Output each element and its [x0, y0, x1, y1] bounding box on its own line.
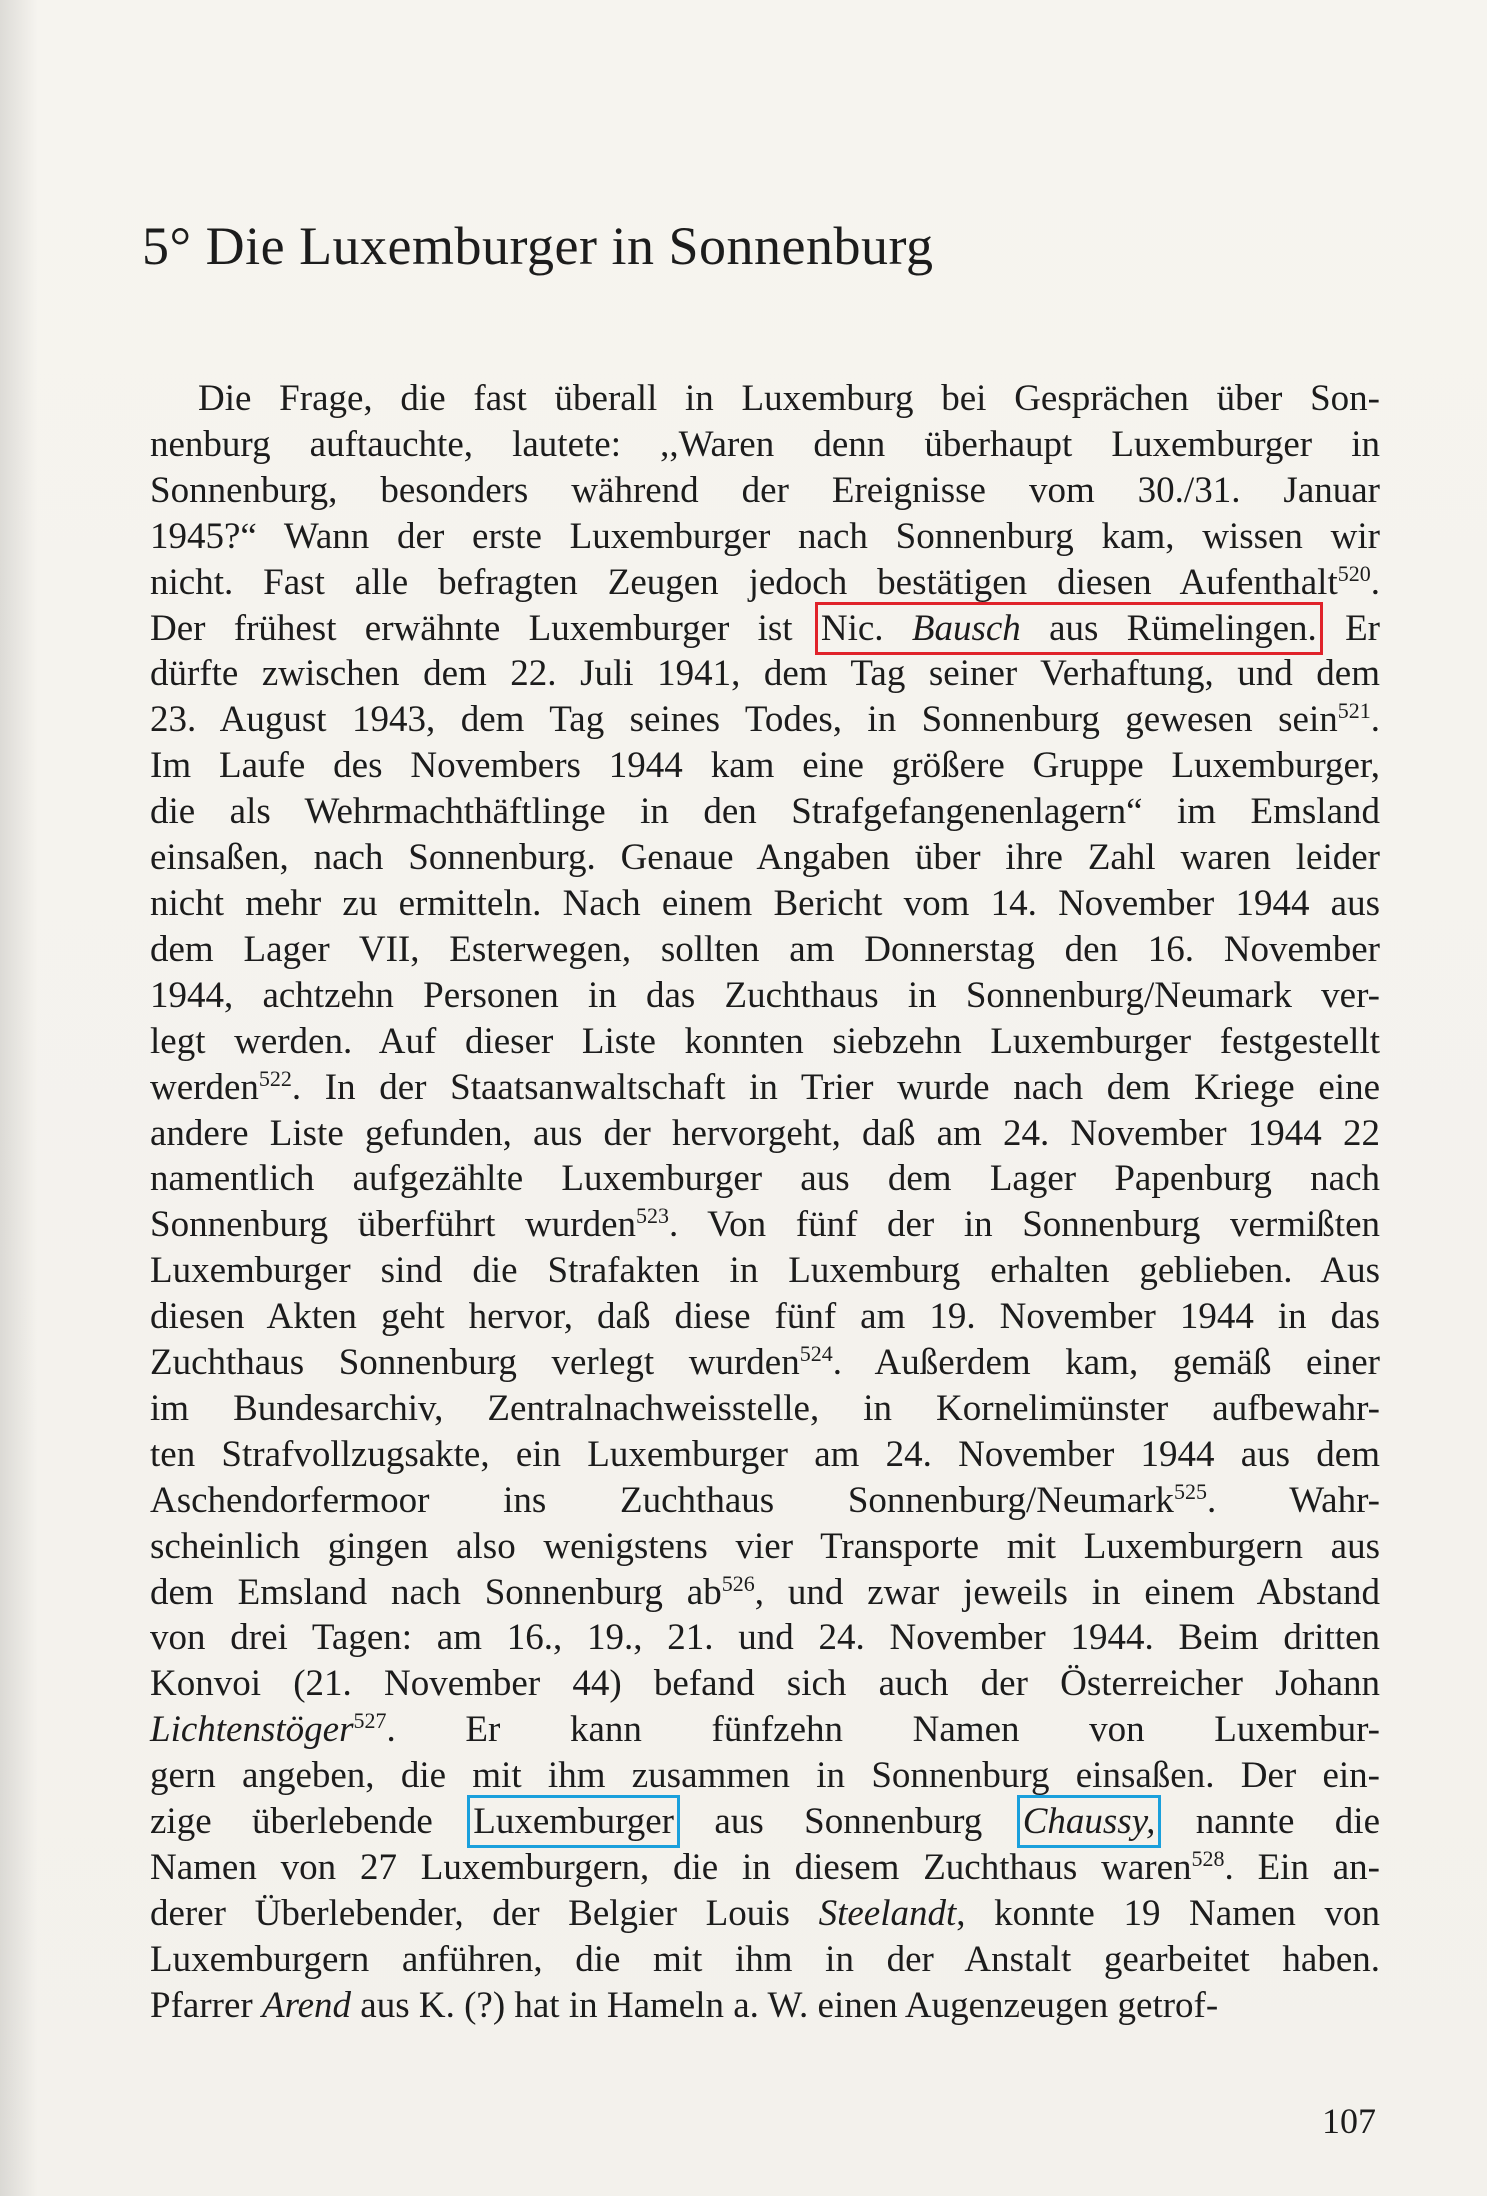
text-line	[150, 422, 1380, 468]
text-line	[150, 789, 1380, 835]
text-run: Zuchthaus Sonnenburg verlegt wurden	[150, 1342, 800, 1384]
text-run: , und zwar jeweils in einem Abstand	[754, 1571, 1380, 1613]
footnote-ref: 527	[353, 1708, 387, 1734]
text-run: Die Frage, die fast überall in Luxemburg bei Gesprächen über Son-	[198, 378, 1380, 419]
spine-shadow	[0, 0, 38, 2196]
text-run: werden	[150, 1066, 259, 1108]
footnote-ref: 528	[1191, 1846, 1225, 1871]
text-line	[150, 881, 1380, 927]
text-run: Luxemburger sind die Strafakten in Luxemburg erhalten geblieben. Aus	[150, 1250, 1380, 1292]
text-line	[150, 973, 1380, 1019]
text-line	[150, 1983, 1380, 2029]
italic-name: Arend	[261, 1984, 352, 2026]
text-run: ten Strafvollzugsakte, ein Luxemburger am 24. November 1944 aus dem	[150, 1433, 1380, 1475]
text-run: .	[1370, 561, 1380, 603]
text-run: aus K. (?) hat in Hameln a. W. einen Augenzeugen getrof-	[351, 1984, 1219, 2026]
text-line	[150, 606, 1380, 652]
text-line	[150, 1615, 1380, 1661]
text-line	[150, 651, 1380, 697]
text-run: Konvoi (21. November 44) befand sich auch der Österreicher Johann	[150, 1663, 1380, 1705]
italic-name: Chaussy,	[1022, 1801, 1156, 1843]
red-highlight-box	[821, 608, 1317, 649]
text-run: im Bundesarchiv, Zentralnachweisstelle, in Kornelimünster aufbewahr-	[150, 1387, 1380, 1429]
text-run: gern angeben, die mit ihm zusammen in Sonnenburg einsaßen. Der ein-	[150, 1755, 1380, 1797]
chapter-heading: 5° Die Luxemburger in Sonnenburg	[142, 216, 934, 276]
text-line	[150, 1707, 1380, 1753]
italic-name: Lichtenstöger	[150, 1709, 354, 1751]
text-line	[150, 1845, 1380, 1891]
italic-name: Steelandt	[818, 1892, 957, 1934]
text-run: Im Laufe des Novembers 1944 kam eine größere Gruppe Luxemburger,	[150, 745, 1380, 787]
text-run: . Von fünf der in Sonnenburg vermißten	[669, 1204, 1380, 1246]
footnote-ref: 526	[721, 1570, 755, 1596]
text-run: dem Emsland nach Sonnenburg ab	[150, 1571, 722, 1613]
text-run: Er	[1316, 607, 1380, 649]
text-line	[150, 1386, 1380, 1432]
text-run: . In der Staatsanwaltschaft in Trier wurde nach dem Kriege eine	[291, 1066, 1380, 1108]
italic-name: Bausch	[911, 607, 1021, 649]
text-run: . Wahr-	[1206, 1479, 1380, 1521]
text-run: 1945?“ Wann der erste Luxemburger nach Sonnenburg kam, wissen wir	[150, 515, 1380, 557]
text-line	[150, 514, 1380, 560]
text-run: scheinlich gingen also wenigstens vier Transporte mit Luxemburgern aus	[150, 1525, 1380, 1567]
text-run: Aschendorfermoor ins Zuchthaus Sonnenburg/Neumark	[150, 1479, 1174, 1521]
text-line	[150, 1019, 1380, 1065]
text-line	[150, 1891, 1380, 1937]
text-run: Luxemburger	[473, 1801, 674, 1843]
text-run: dem Lager VII, Esterwegen, sollten am Donnerstag den 16. November	[150, 928, 1380, 970]
text-run: 23. August 1943, dem Tag seines Todes, in Sonnenburg gewesen sein	[150, 699, 1338, 741]
text-run: Der frühest erwähnte Luxemburger ist	[150, 607, 821, 649]
text-line	[150, 1478, 1380, 1524]
footnote-ref: 523	[636, 1203, 669, 1229]
text-line	[150, 1937, 1380, 1983]
text-line	[150, 1065, 1380, 1111]
text-run: . Außerdem kam, gemäß einer	[832, 1342, 1381, 1384]
text-run: diesen Akten geht hervor, daß diese fünf am 19. November 1944 in das	[150, 1296, 1380, 1338]
text-run: 1944, achtzehn Personen in das Zuchthaus in Sonnenburg/Neumark ver-	[150, 974, 1380, 1016]
text-run: namentlich aufgezählte Luxemburger aus dem Lager Papenburg nach	[150, 1158, 1380, 1200]
text-run: andere Liste gefunden, aus der hervorgeht, daß am 24. November 1944 22	[150, 1112, 1380, 1154]
text-run: aus Rümelingen.	[1020, 607, 1317, 649]
text-run: Sonnenburg, besonders während der Ereignisse vom 30./31. Januar	[150, 469, 1380, 511]
text-line	[150, 1799, 1380, 1845]
text-line	[150, 927, 1380, 973]
text-line	[150, 1156, 1380, 1202]
text-run: , konnte 19 Namen von	[956, 1892, 1381, 1934]
text-line	[150, 560, 1380, 606]
text-run: . Er kann fünfzehn Namen von Luxembur-	[386, 1709, 1380, 1751]
page-number: 107	[1322, 2101, 1376, 2141]
text-run: legt werden. Auf dieser Liste konnten siebzehn Luxemburger festgestellt	[150, 1020, 1380, 1062]
text-run: Nic.	[820, 607, 912, 649]
text-run: nicht. Fast alle befragten Zeugen jedoch bestätigen diesen Aufenthalt	[150, 561, 1338, 603]
footnote-ref: 525	[1173, 1478, 1207, 1504]
text-run: nannte die	[1155, 1801, 1380, 1843]
text-line	[150, 697, 1380, 743]
text-line	[150, 1294, 1380, 1340]
text-run: Pfarrer	[150, 1984, 262, 2026]
text-line	[150, 1570, 1380, 1616]
text-run: einsaßen, nach Sonnenburg. Genaue Angaben über ihre Zahl waren leider	[150, 837, 1380, 879]
text-line	[150, 468, 1380, 514]
text-run: aus Sonnenburg	[673, 1801, 1023, 1843]
text-run: Sonnenburg überführt wurden	[150, 1204, 636, 1246]
footnote-ref: 520	[1337, 560, 1371, 586]
text-line	[150, 1248, 1380, 1294]
text-line	[150, 1111, 1380, 1157]
text-run: nenburg auftauchte, lautete: ,,Waren denn überhaupt Luxemburger in	[150, 423, 1380, 465]
footnote-ref: 521	[1337, 698, 1371, 724]
text-line	[150, 1202, 1380, 1248]
text-run: von drei Tagen: am 16., 19., 21. und 24. November 1944. Beim dritten	[150, 1617, 1380, 1659]
text-run: Namen von 27 Luxemburgern, die in diesem Zuchthaus waren	[150, 1847, 1192, 1888]
text-run: . Ein an-	[1224, 1847, 1380, 1888]
body-text	[150, 376, 1380, 2029]
text-line	[150, 1524, 1380, 1570]
text-run: nicht mehr zu ermitteln. Nach einem Bericht vom 14. November 1944 aus	[150, 882, 1380, 924]
text-line	[150, 1753, 1380, 1799]
blue-highlight-box	[473, 1801, 674, 1842]
text-line	[150, 835, 1380, 881]
text-line	[150, 1432, 1380, 1478]
footnote-ref: 522	[258, 1065, 292, 1091]
text-run: Luxemburgern anführen, die mit ihm in der Anstalt gearbeitet haben.	[150, 1938, 1380, 1980]
text-line	[150, 1340, 1380, 1386]
text-line	[150, 1661, 1380, 1707]
text-run: derer Überlebender, der Belgier Louis	[150, 1892, 819, 1934]
text-run: dürfte zwischen dem 22. Juli 1941, dem Tag seiner Verhaftung, und dem	[150, 653, 1380, 695]
text-run: zige überlebende	[150, 1801, 474, 1843]
text-run: die als Wehrmachthäftlinge in den Strafgefangenenlagern“ im Emsland	[150, 791, 1380, 833]
text-run: .	[1370, 699, 1380, 741]
text-line	[150, 376, 1380, 422]
footnote-ref: 524	[799, 1341, 833, 1367]
text-line	[150, 743, 1380, 789]
blue-highlight-box	[1023, 1801, 1156, 1842]
